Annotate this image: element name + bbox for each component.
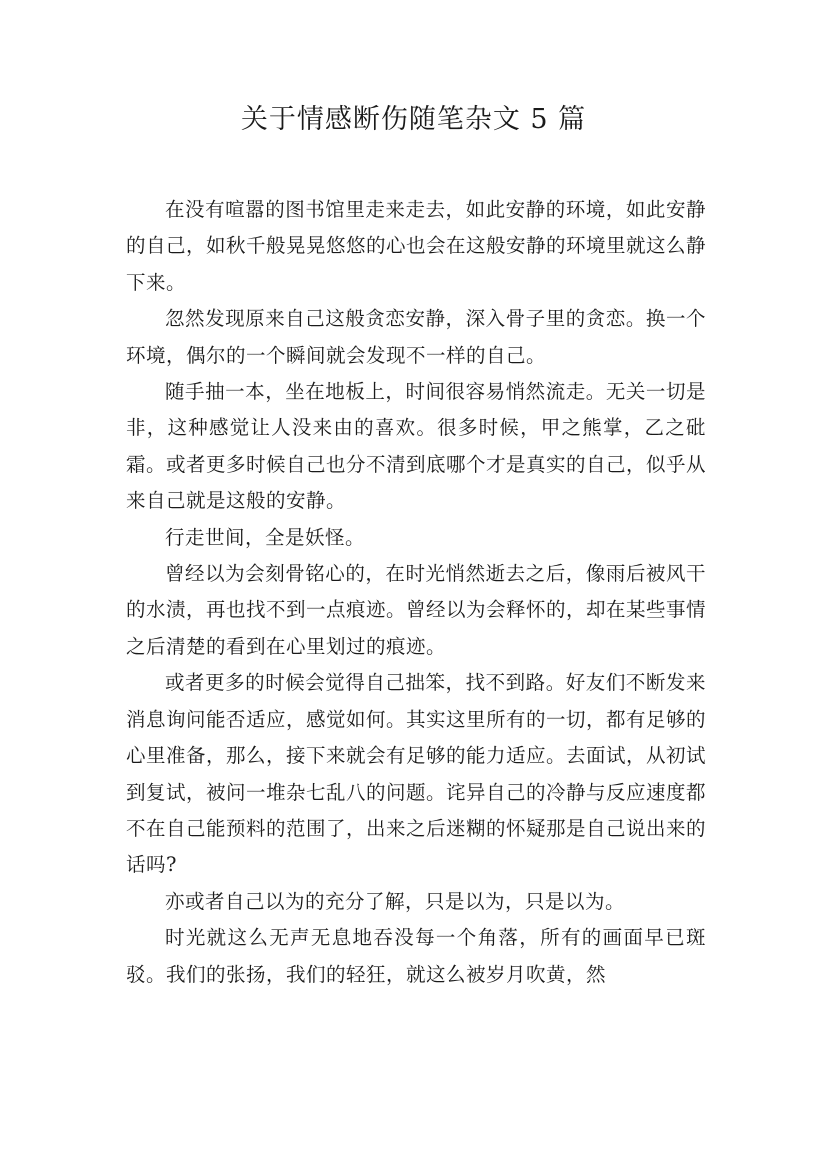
paragraph: 或者更多的时候会觉得自己拙笨，找不到路。好友们不断发来消息询问能否适应，感觉如何。其实这里所有的一切，都有足够的心里准备，那么，接下来就会有足够的能力适应。去面试，从初试到复试，被问一堆杂七乱八的问题。诧异自己的冷静与反应速度都不在自己能预料的范围了，出来之后迷糊的怀疑那是自己说出来的话吗? xyxy=(126,671,707,877)
paragraph: 亦或者自己以为的充分了解，只是以为，只是以为。 xyxy=(165,889,626,913)
paragraph: 行走世间，全是妖怪。 xyxy=(165,525,366,549)
paragraph: 曾经以为会刻骨铭心的，在时光悄然逝去之后，像雨后被风干的水渍，再也找不到一点痕迹。曾经以为会释怀的，却在某些事情之后清楚的看到在心里划过的痕迹。 xyxy=(126,562,707,658)
document-title: 关于情感断伤随笔杂文 5 篇 xyxy=(240,104,587,135)
paragraph: 忽然发现原来自己这般贪恋安静，深入骨子里的贪恋。换一个环境，偶尔的一个瞬间就会发现不一样的自己。 xyxy=(126,307,706,367)
paragraph: 在没有喧嚣的图书馆里走来走去，如此安静的环境，如此安静的自己，如秋千般晃晃悠悠的心也会在这般安静的环境里就这么静下来。 xyxy=(126,198,707,294)
document-body xyxy=(126,192,706,993)
paragraph: 随手抽一本，坐在地板上，时间很容易悄然流走。无关一切是非，这种感觉让人没来由的喜欢。很多时候，甲之熊掌，乙之砒霜。或者更多时候自己也分不清到底哪个才是真实的自己，似乎从来自己就是这般的安静。 xyxy=(126,380,707,513)
paragraph: 时光就这么无声无息地吞没每一个角落，所有的画面早已斑驳。我们的张扬，我们的轻狂，就这么被岁月吹黄，然 xyxy=(126,926,706,986)
